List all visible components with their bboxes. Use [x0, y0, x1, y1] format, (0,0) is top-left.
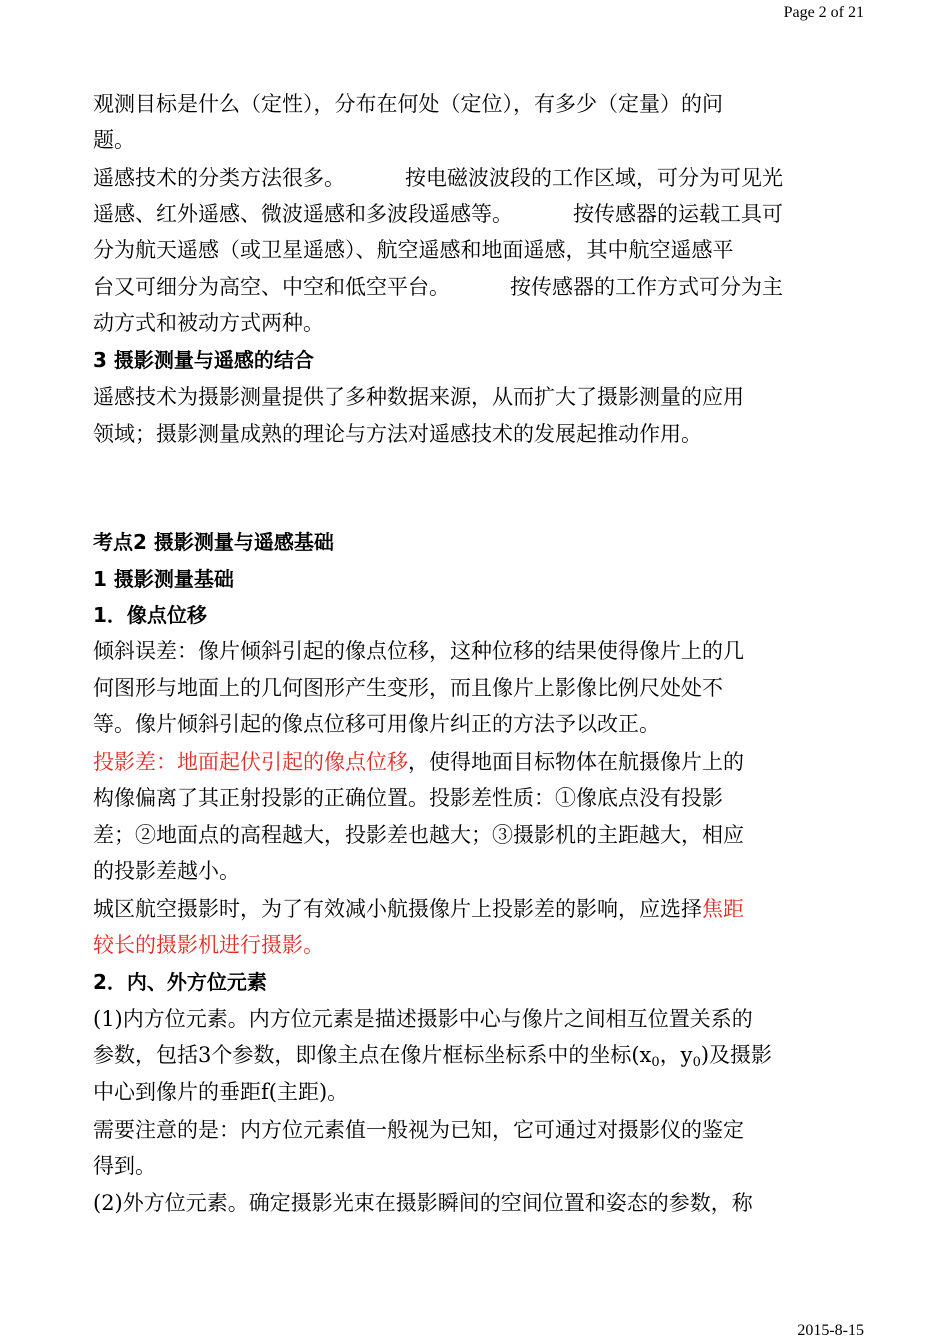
text-line: 观测目标是什么（定性），分布在何处（定位），有多少（定量）的问: [93, 92, 723, 116]
footer-date: 2015-8-15: [797, 1322, 864, 1339]
text-line: 的投影差越小。: [93, 859, 240, 883]
text-segment: 参数，包括3个参数，即像主点在像片框标坐标系中的坐标(x: [93, 1043, 652, 1067]
page-number: Page 2 of 21: [783, 4, 864, 21]
text-line: 需要注意的是：内方位元素值一般视为已知，它可通过对摄影仪的鉴定: [93, 1118, 744, 1142]
text-segment: )及摄影: [700, 1043, 773, 1067]
subsection-heading: 1．像点位移: [93, 603, 207, 627]
text-line: [93, 273, 783, 301]
text-segment: 按电磁波波段的工作区域，可分为可见光: [405, 166, 783, 190]
text-line: 何图形与地面上的几何图形产生变形，而且像片上影像比例尺处处不: [93, 676, 723, 700]
text-segment: 城区航空摄影时，为了有效减小航摄像片上投影差的影响，应选择: [93, 897, 702, 921]
text-line: 等。像片倾斜引起的像点位移可用像片纠正的方法予以改正。: [93, 712, 660, 736]
text-line: 得到。: [93, 1154, 156, 1178]
text-line: 差；②地面点的高程越大，投影差也越大；③摄影机的主距越大，相应: [93, 823, 744, 847]
text-segment: ，使得地面目标物体在航摄像片上的: [408, 750, 744, 774]
text-line: [93, 895, 744, 923]
text-segment: 按传感器的运载工具可: [573, 202, 783, 226]
subscript: 0: [651, 1055, 660, 1070]
text-line: 遥感技术为摄影测量提供了多种数据来源，从而扩大了摄影测量的应用: [93, 385, 744, 409]
text-line: 领域；摄影测量成熟的理论与方法对遥感技术的发展起推动作用。: [93, 422, 702, 446]
text-line: 构像偏离了其正射投影的正确位置。投影差性质：①像底点没有投影: [93, 786, 723, 810]
subsection-heading: 2．内、外方位元素: [93, 970, 267, 994]
text-line: 分为航天遥感（或卫星遥感）、航空遥感和地面遥感，其中航空遥感平: [93, 238, 734, 262]
text-segment: ，y: [659, 1043, 693, 1067]
text-segment: 台又可细分为高空、中空和低空平台。: [93, 275, 450, 299]
section-heading: 考点2 摄影测量与遥感基础: [93, 530, 334, 554]
section-heading: 3 摄影测量与遥感的结合: [93, 348, 314, 372]
text-line: 倾斜误差：像片倾斜引起的像点位移，这种位移的结果使得像片上的几: [93, 639, 744, 663]
text-segment: 遥感、红外遥感、微波遥感和多波段遥感等。: [93, 202, 513, 226]
text-line: [93, 1041, 772, 1069]
highlight-text: 焦距: [702, 897, 744, 921]
text-line: [93, 164, 783, 192]
text-line: (2)外方位元素。确定摄影光束在摄影瞬间的空间位置和姿态的参数，称: [93, 1191, 753, 1215]
text-line: (1)内方位元素。内方位元素是描述摄影中心与像片之间相互位置关系的: [93, 1007, 753, 1031]
highlight-text: 投影差：地面起伏引起的像点位移: [93, 750, 408, 774]
text-line: [93, 200, 783, 228]
subscript: 0: [692, 1055, 701, 1070]
text-line: 题。: [93, 128, 135, 152]
text-segment: 按传感器的工作方式可分为主: [510, 275, 783, 299]
section-heading: 1 摄影测量基础: [93, 567, 234, 591]
text-line: 中心到像片的垂距f(主距)。: [93, 1080, 349, 1104]
text-line: [93, 748, 744, 776]
highlight-text: 较长的摄影机进行摄影。: [93, 933, 324, 957]
text-line: 动方式和被动方式两种。: [93, 311, 324, 335]
text-segment: 遥感技术的分类方法很多。: [93, 166, 345, 190]
